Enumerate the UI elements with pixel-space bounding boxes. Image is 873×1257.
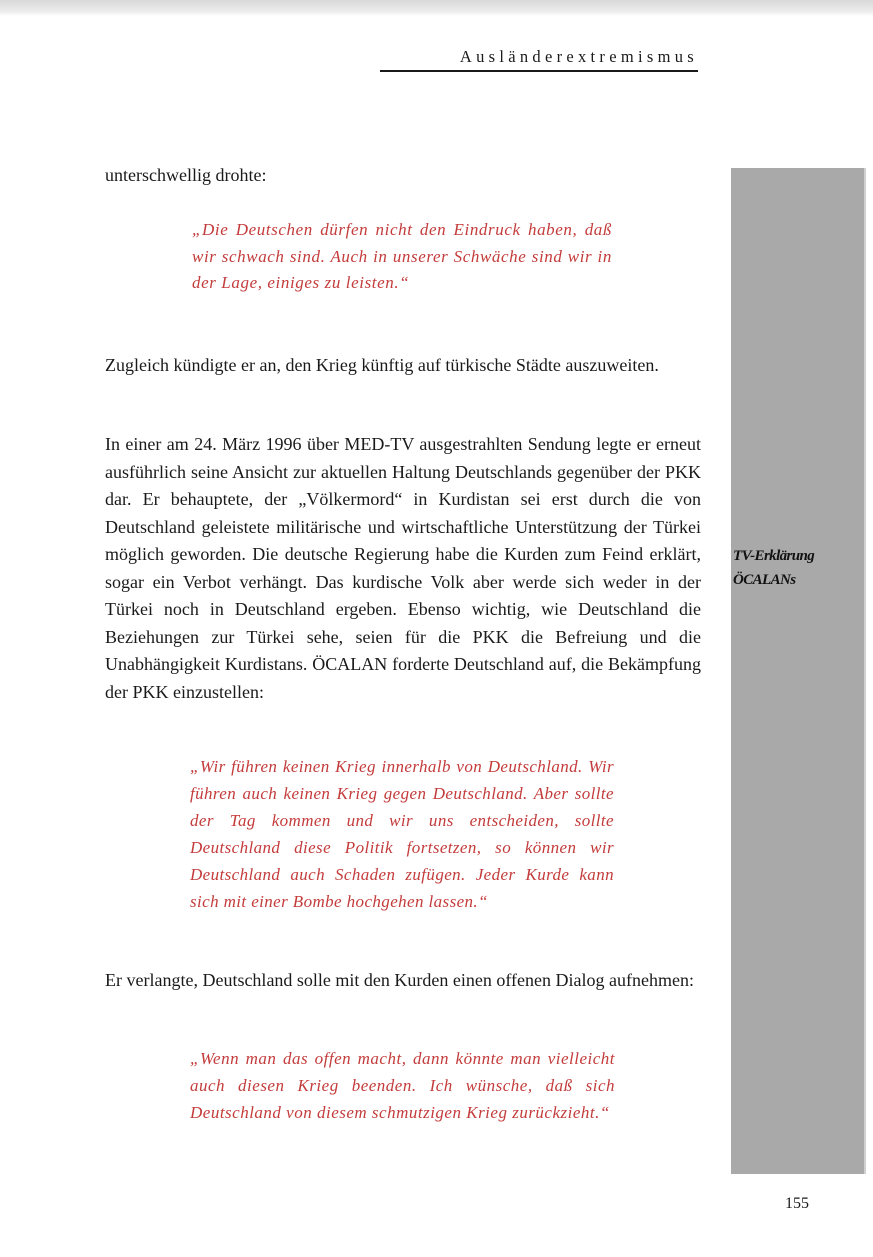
margin-note-line-1: TV-Erklärung <box>733 548 815 564</box>
paragraph-dialogue-demand: Er verlangte, Deutschland solle mit den Kurden einen offenen Dialog aufnehmen: <box>105 970 694 990</box>
quote-block-2: „Wir führen keinen Krieg innerhalb von Deutschland. Wir führen auch keinen Krieg gegen Deutschland. Aber sollte der Tag kommen und wir uns entscheiden, sollte Deutschland diese Politik fortsetzen, so können wir Deutschland auch Schaden zufügen. Jeder Kurde kann sich mit einer Bombe hochgehen lassen.“ <box>190 757 614 911</box>
paragraph-intro: unterschwellig drohte: <box>105 165 267 185</box>
quote-block-1: „Die Deutschen dürfen nicht den Eindruck haben, daß wir schwach sind. Auch in unserer Schwäche sind wir in der Lage, einiges zu leisten.“ <box>192 220 612 292</box>
page-number: 155 <box>785 1195 809 1212</box>
paragraph-announcement: Zugleich kündigte er an, den Krieg künftig auf türkische Städte auszuweiten. <box>105 355 659 375</box>
paragraph-broadcast: In einer am 24. März 1996 über MED-TV ausgestrahlten Sendung legte er erneut ausführlich seine Ansicht zur aktuellen Haltung Deutschlands gegenüber der PKK dar. Er behauptete, der „Völkermord“ in Kurdistan sei erst durch die von Deutschland geleistete militärische und wirtschaftliche Unterstützung der Türkei möglich geworden. Die deutsche Regierung habe die Kurden zum Feind erklärt, sogar ein Verbot verhängt. Das kurdische Volk aber werde sich weder in der Türkei noch in Deutschland ergeben. Ebenso wichtig, wie Deutschland die Beziehungen zur Türkei sehe, seien für die PKK die Befreiung und die Unabhängigkeit Kurdistans. ÖCALAN forderte Deutschland auf, die Bekämpfung der PKK einzustellen: <box>105 434 701 702</box>
margin-note <box>733 544 863 592</box>
running-header: Ausländerextremismus <box>380 47 698 72</box>
margin-column <box>731 168 866 1174</box>
page-edge-shadow <box>0 0 873 16</box>
margin-note-line-2: ÖCALANs <box>733 572 796 588</box>
quote-block-3: „Wenn man das offen macht, dann könnte man vielleicht auch diesen Krieg beenden. Ich wünsche, daß sich Deutschland von diesem schmutzigen Krieg zurückzieht.“ <box>190 1049 615 1122</box>
